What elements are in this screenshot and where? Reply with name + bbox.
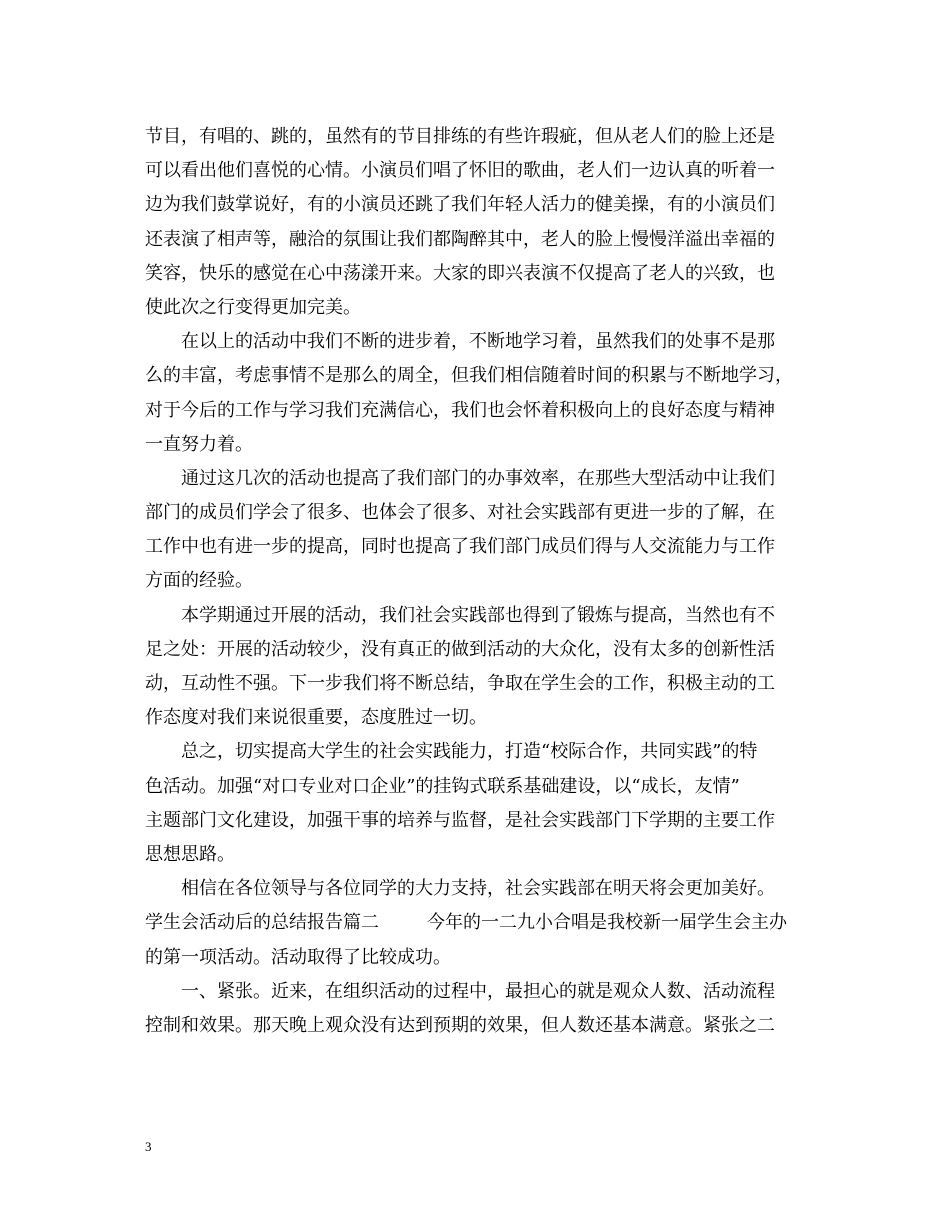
text-line: 思想思路。 [145,843,235,865]
paragraph-start-line: 总之，切实提高大学生的社会实践能力，打造“校际合作，共同实践”的特 [181,741,758,763]
page-number: 3 [145,1139,152,1154]
paragraph-start-line: 在以上的活动中我们不断的进步着，不断地学习着，虽然我们的处事不是那 [181,331,775,353]
text-line: 么的丰富，考虑事情不是那么的周全，但我们相信随着时间的积累与不断地学习， [145,365,793,387]
paragraph-start-line: 一、紧张。近来，在组织活动的过程中，最担心的就是观众人数、活动流程 [181,980,775,1002]
text-line: 动，互动性不强。下一步我们将不断总结，争取在学生会的工作，积极主动的工 [145,673,775,694]
text-line: 足之处：开展的活动较少，没有真正的做到活动的大众化，没有太多的创新性活 [145,638,775,660]
text-line: 可以看出他们喜悦的心情。小演员们唱了怀旧的歌曲，老人们一边认真的听着一 [145,160,775,182]
text-line: 作态度对我们来说很重要，态度胜过一切。 [145,707,487,729]
paragraph-start-line: 通过这几次的活动也提高了我们部门的办事效率，在那些大型活动中让我们 [181,467,775,489]
document-body [145,120,805,1043]
section-intro-text: 今年的一二九小合唱是我校新一届学生会主办 [427,912,787,934]
paragraph-start-line: 本学期通过开展的活动，我们社会实践部也得到了锻炼与提高，当然也有不 [181,604,775,626]
text-line: 主题部门文化建设，加强干事的培养与监督，是社会实践部门下学期的主要工作 [145,809,775,831]
text-line: 边为我们鼓掌说好，有的小演员还跳了我们年轻人活力的健美操，有的小演员们 [145,194,775,216]
text-line: 的第一项活动。活动取得了比较成功。 [145,946,451,968]
paragraph-start-line: 相信在各位领导与各位同学的大力支持，社会实践部在明天将会更加美好。 [181,878,775,900]
text-line: 色活动。加强“对口专业对口企业”的挂钩式联系基础建设，以“成长，友情” [145,775,740,797]
text-line: 对于今后的工作与学习我们充满信心，我们也会怀着积极向上的良好态度与精神 [145,399,775,421]
text-line: 使此次之行变得更加完美。 [145,296,361,318]
text-line: 工作中也有进一步的提高，同时也提高了我们部门成员们得与人交流能力与工作 [145,536,775,558]
section-heading-line [145,906,805,940]
text-line: 还表演了相声等，融洽的氛围让我们都陶醉其中，老人的脸上慢慢洋溢出幸福的 [145,228,775,250]
text-line: 控制和效果。那天晚上观众没有达到预期的效果，但人数还基本满意。紧张之二 [145,1014,775,1036]
section-heading: 学生会活动后的总结报告篇二 [145,912,379,934]
text-line: 方面的经验。 [145,570,253,592]
text-line: 节目，有唱的、跳的，虽然有的节目排练的有些许瑕疵，但从老人们的脸上还是 [145,126,775,147]
text-line: 一直努力着。 [145,433,253,455]
text-line: 部门的成员们学会了很多、也体会了很多、对社会实践部有更进一步的了解，在 [145,502,775,524]
text-line: 笑容，快乐的感觉在心中荡漾开来。大家的即兴表演不仅提高了老人的兴致，也 [145,262,775,284]
